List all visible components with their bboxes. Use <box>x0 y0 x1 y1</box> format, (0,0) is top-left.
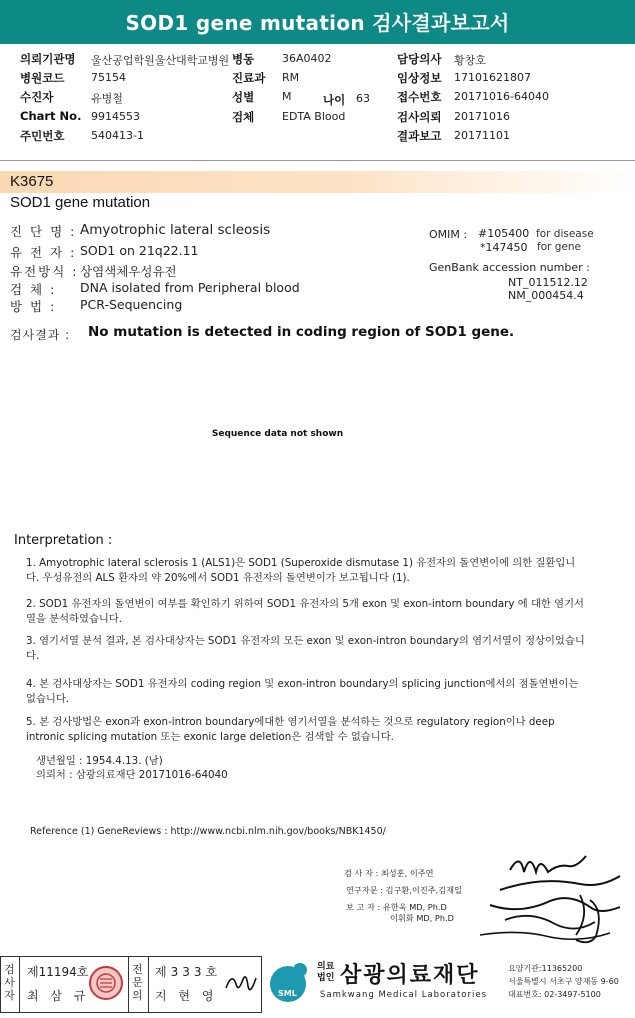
result-label: 검사결과 : <box>10 328 71 342</box>
omim-label: OMIM : <box>429 228 468 241</box>
reporter: 보 고 자 : 유한욱 MD, Ph.D <box>346 902 447 912</box>
report-title: SOD1 gene mutation 검사결과보고서 <box>0 0 635 44</box>
box2-license: 제333호 <box>155 965 222 979</box>
field-label: 방 법 : <box>10 299 57 314</box>
field-label: 진 단 명 : <box>10 224 77 239</box>
doctor-signature <box>218 962 258 1002</box>
genbank-nm: NM_000454.4 <box>508 289 584 302</box>
box2-label: 전문의 <box>132 963 143 1002</box>
reporter-2: 이휘화 MD, Ph.D <box>390 913 454 923</box>
interpretation-item-3: 3. 염기서열 분석 결과, 본 검사대상자는 SOD1 유전자의 모든 exon 및 exon-intron boundary의 염기서열이 정상이었습니다. <box>26 635 585 662</box>
interpretation-heading: Interpretation : <box>14 533 113 548</box>
org-english: Samkwang Medical Laboratories <box>320 990 488 1000</box>
header-label: 검사의뢰 <box>397 110 442 124</box>
header-label: Chart No. <box>20 109 82 123</box>
interpretation-item-1: 1. Amyotrophic lateral sclerosis 1 (ALS1)은 SOD1 (Superoxide dismutase 1) 유전자의 돌연변이에 의한 질환입니다. 우성유전의 ALS 환자의 약 20%에서 SOD1 유전자의 돌연변이가 보고됩니다 (1). <box>26 557 576 584</box>
header-value: 유병철 <box>91 92 123 105</box>
header-value: 황창호 <box>454 54 486 67</box>
org-phone: 대표번호: 02-3497-5100 <box>508 990 601 999</box>
field-value: DNA isolated from Peripheral blood <box>80 280 300 295</box>
examiner: 검 사 자 : 최성훈, 이주연 <box>344 868 434 878</box>
header-label: 성별 <box>232 90 255 104</box>
header-label: 임상정보 <box>397 71 442 85</box>
header-label: 담당의사 <box>397 52 442 66</box>
org-info <box>508 962 619 1001</box>
box1-license: 제11194호 <box>27 965 89 979</box>
result-text: No mutation is detected in coding region of SOD1 gene. <box>88 324 515 340</box>
interpretation-item-2: 2. SOD1 유전자의 돌연변이 여부를 확인하기 위하여 SOD1 유전자의 5개 exon 및 exon-intorn boundary 에 대한 염기서열을 분석하였습니다. <box>26 598 584 625</box>
header-value: EDTA Blood <box>282 110 346 123</box>
interpretation-item-4: 4. 본 검사대상자는 SOD1 유전자의 coding region 및 exon-intron boundary의 splicing junction에서의 점돌연변이는 없습니다. <box>26 678 579 705</box>
header-label: 병원코드 <box>20 71 65 85</box>
header-label: 의뢰기관명 <box>20 52 76 66</box>
field-value: Amyotrophic lateral scleosis <box>80 222 271 238</box>
omim-disease-note: for disease <box>536 228 594 240</box>
gene-title: SOD1 gene mutation <box>10 194 151 211</box>
requester: 의뢰처 : 삼광의료재단 20171016-64040 <box>36 769 228 781</box>
genbank-nt: NT_011512.12 <box>508 276 588 289</box>
genbank-label: GenBank accession number : <box>429 261 590 274</box>
header-value: M <box>282 90 292 103</box>
header-label: 수진자 <box>20 90 54 104</box>
header-label: 접수번호 <box>397 90 442 104</box>
org-code: 요양기관:11365200 <box>508 964 583 973</box>
header-label: 결과보고 <box>397 129 442 143</box>
header-label: 병동 <box>232 52 255 66</box>
omim-gene-id: *147450 <box>480 241 528 254</box>
test-code-band <box>0 171 635 193</box>
interpretation-item-5: 5. 본 검사방법은 exon과 exon-intron boundary에대한 염기서열을 분석하는 것으로 regulatory region이나 deep intronic splicing mutation 또는 exonic large deletion은 검색할 수 없습니다. <box>26 716 555 743</box>
birth-date: 생년월일 : 1954.4.13. (남) <box>36 755 163 767</box>
org-name: 삼광의료재단 <box>340 963 480 988</box>
header-value: RM <box>282 71 300 84</box>
field-value: PCR-Sequencing <box>80 297 183 312</box>
test-code: K3675 <box>10 173 54 190</box>
age-value: 63 <box>356 92 370 105</box>
header-value: 17101621807 <box>454 71 531 84</box>
header-value: 540413-1 <box>91 129 144 142</box>
header-value: 20171016-64040 <box>454 90 549 103</box>
sml-logo-icon <box>266 958 314 1006</box>
header-value: 20171016 <box>454 110 510 123</box>
header-value: 20171101 <box>454 129 510 142</box>
field-value: SOD1 on 21q22.11 <box>80 243 199 258</box>
header-divider <box>0 160 635 161</box>
box1-name: 최 삼 규 <box>27 989 90 1003</box>
header-value: 36A0402 <box>282 52 332 65</box>
handwritten-signature <box>470 840 630 950</box>
field-label: 유 전 자 : <box>10 245 77 260</box>
field-value: 상염색체우성유전 <box>80 264 177 279</box>
logo-text: SML <box>278 989 297 998</box>
header-value: 울산공업학원울산대학교병원 <box>91 54 230 67</box>
research-advisors: 연구자문 : 김구환,이진주,김재일 <box>346 885 462 895</box>
sequence-note: Sequence data not shown <box>211 429 344 439</box>
box1-label: 검사자 <box>4 963 15 1002</box>
omim-disease-id: #105400 <box>478 227 530 240</box>
header-value: 75154 <box>91 71 126 84</box>
field-label: 검 체 : <box>10 282 57 297</box>
header-label: 진료과 <box>232 71 266 85</box>
header-label: 검체 <box>232 110 255 124</box>
header-label: 주민번호 <box>20 129 65 143</box>
seal-stamp <box>88 965 124 1001</box>
box2-name: 지 현 영 <box>155 989 218 1003</box>
org-address: 서울특별시 서초구 양재동 9-60 <box>508 977 619 986</box>
omim-gene-note: for gene <box>537 241 582 253</box>
org-prefix: 의료법인 <box>317 962 335 983</box>
age-label: 나이 <box>323 93 346 107</box>
header-value: 9914553 <box>91 110 140 123</box>
field-label: 유전방식 : <box>10 264 79 279</box>
reference: Reference (1) GeneReviews : http://www.ncbi.nlm.nih.gov/books/NBK1450/ <box>30 826 386 837</box>
